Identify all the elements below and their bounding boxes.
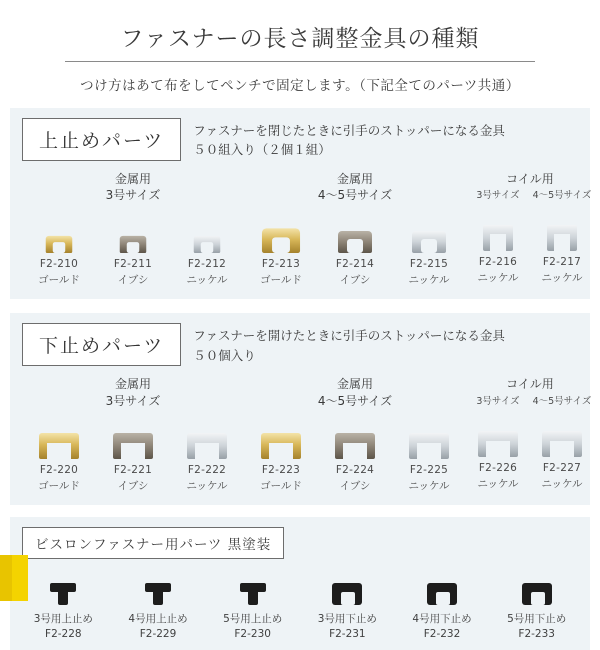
section-bottom-stopper (10, 313, 590, 504)
coil-bracket-icon (547, 225, 577, 251)
part-code: F2-221 (113, 463, 153, 476)
group-title (22, 376, 244, 408)
group-title-line1: 金属用 (336, 172, 373, 186)
clip-icon (412, 231, 446, 253)
vislon-item-list (10, 559, 590, 650)
part-image (530, 411, 594, 457)
part-code: F2-213 (261, 258, 301, 271)
vislon-item-label: 5号用下止め (507, 612, 567, 625)
group-subsizes (466, 187, 594, 201)
group-title (244, 376, 466, 408)
item-list (22, 413, 244, 493)
clip-icon (194, 236, 221, 253)
part-image (205, 565, 300, 605)
group-title-line2: 3号サイズ (105, 393, 161, 408)
part-code: F2-220 (39, 463, 79, 476)
part-item (392, 413, 466, 493)
u-stopper-icon (542, 431, 582, 457)
u-stopper-icon (39, 433, 79, 459)
part-item (530, 205, 594, 285)
part-image (489, 565, 584, 605)
part-image (466, 205, 530, 251)
part-item (466, 411, 530, 491)
part-code: F2-223 (261, 463, 301, 476)
vislon-item (16, 565, 111, 640)
part-image (318, 207, 392, 253)
section-header (22, 323, 578, 366)
group-subsize: 4～5号サイズ (532, 395, 592, 407)
vislon-item-code: F2-233 (518, 627, 555, 640)
part-image (22, 207, 96, 253)
section-description (193, 118, 505, 160)
group-subsize: 3号サイズ (476, 395, 520, 407)
group-subsizes (466, 393, 594, 407)
vislon-item (205, 565, 300, 640)
vislon-item-label: 3号用下止め (317, 612, 377, 625)
part-image (170, 207, 244, 253)
group-title-line2: 4～5号サイズ (317, 188, 393, 203)
section-description-line1: ファスナーを開けたときに引手のストッパーになる金具 (193, 328, 505, 344)
vislon-item-code: F2-232 (423, 627, 461, 640)
vislon-item-code: F2-229 (139, 627, 177, 640)
group-subsize: 3号サイズ (476, 190, 520, 202)
part-color: ゴールド (38, 479, 80, 492)
part-image (244, 413, 318, 459)
group-metal-45 (244, 171, 466, 287)
vislon-item (111, 565, 206, 640)
part-image (300, 565, 395, 605)
part-color: イブシ (339, 274, 371, 287)
part-code: F2-217 (542, 256, 582, 269)
vislon-item (300, 565, 395, 640)
part-image (244, 207, 318, 253)
item-list (244, 207, 466, 287)
u-stopper-icon (409, 433, 449, 459)
u-stopper-icon (261, 433, 301, 459)
part-code: F2-212 (187, 258, 227, 271)
black-bottom-stopper-icon (427, 583, 457, 605)
vislon-item-code: F2-230 (234, 627, 271, 640)
clip-icon (46, 236, 73, 253)
page-title: ファスナーの長さ調整金具の種類 (120, 26, 480, 52)
part-code: F2-222 (187, 463, 227, 476)
section-description-line2: ５０個入り (193, 347, 256, 363)
part-code: F2-224 (335, 463, 375, 476)
part-color: ニッケル (186, 479, 228, 492)
vislon-item (395, 565, 490, 640)
group-title (244, 171, 466, 203)
part-item (244, 207, 318, 287)
part-item (318, 207, 392, 287)
u-stopper-icon (113, 433, 153, 459)
part-item (530, 411, 594, 491)
part-item (96, 413, 170, 493)
part-color: イブシ (339, 479, 371, 492)
section-header (22, 118, 578, 161)
vislon-item-label: 5号用上止め (223, 612, 283, 625)
group-title (22, 171, 244, 203)
item-list (466, 411, 594, 491)
section-description-line1: ファスナーを閉じたときに引手のストッパーになる金具 (193, 123, 505, 138)
black-bottom-stopper-icon (332, 583, 362, 605)
section-description (193, 323, 505, 365)
part-image (530, 205, 594, 251)
vislon-item-code: F2-228 (45, 627, 82, 640)
group-coil (466, 171, 594, 287)
vislon-item-label: 3号用上止め (33, 612, 93, 625)
group-metal-3 (22, 376, 244, 492)
part-color: ニッケル (408, 274, 450, 287)
part-color: ゴールド (260, 479, 302, 492)
part-item (22, 413, 96, 493)
page-subtitle: つけ方はあて布をしてペンチで固定します。（下記全てのパーツ共通） (80, 78, 520, 94)
title-divider (65, 61, 535, 62)
part-code: F2-226 (478, 461, 518, 474)
clip-icon (262, 229, 300, 254)
section-top-stopper (10, 108, 590, 299)
vislon-item-code: F2-231 (329, 627, 366, 640)
vislon-title: ビスロンファスナー用パーツ 黒塗装 (22, 527, 284, 559)
part-image (318, 413, 392, 459)
part-color: ゴールド (38, 274, 80, 287)
part-color: ニッケル (541, 272, 583, 285)
item-list (22, 207, 244, 287)
group-metal-45 (244, 376, 466, 492)
part-image (22, 413, 96, 459)
group-coil (466, 376, 594, 492)
part-code: F2-214 (335, 258, 375, 271)
group-title-line1: コイル用 (506, 172, 554, 186)
section-badge: 下止めパーツ (22, 323, 181, 366)
part-image (16, 565, 111, 605)
section-badge: 上止めパーツ (22, 118, 181, 161)
u-stopper-icon (335, 433, 375, 459)
part-code: F2-210 (39, 258, 79, 271)
part-image (111, 565, 206, 605)
part-code: F2-215 (409, 258, 449, 271)
part-item (392, 207, 466, 287)
group-title (466, 171, 594, 187)
clip-icon (120, 236, 147, 253)
part-image (466, 411, 530, 457)
group-title-line1: 金属用 (114, 377, 151, 392)
corner-ribbon-edge (0, 555, 12, 601)
group-title-line2: 3号サイズ (105, 188, 161, 203)
group-title-line1: 金属用 (114, 172, 151, 186)
part-code: F2-211 (113, 258, 153, 271)
u-stopper-icon (187, 433, 227, 459)
part-color: ニッケル (408, 479, 450, 492)
part-code: F2-225 (409, 463, 449, 476)
group-list (22, 376, 592, 492)
part-image (96, 207, 170, 253)
item-list (466, 205, 594, 285)
black-top-stopper-icon (145, 583, 171, 605)
black-top-stopper-icon (240, 583, 266, 605)
part-item (170, 413, 244, 493)
item-list (244, 413, 466, 493)
part-image (96, 413, 170, 459)
vislon-item-label: 4号用上止め (128, 612, 188, 625)
part-color: ニッケル (186, 274, 228, 287)
black-bottom-stopper-icon (522, 583, 552, 605)
coil-bracket-icon (483, 225, 513, 251)
section-vislon (10, 517, 590, 650)
section-description-line2: ５０組入り（２個１組） (193, 142, 331, 158)
clip-icon (338, 231, 372, 253)
part-color: ニッケル (477, 272, 519, 285)
part-code: F2-227 (542, 461, 582, 474)
group-title-line1: 金属用 (336, 377, 373, 392)
part-image (395, 565, 490, 605)
vislon-item (489, 565, 584, 640)
group-title-line2: 4～5号サイズ (317, 393, 393, 408)
group-title (466, 376, 594, 392)
part-color: ニッケル (541, 477, 583, 490)
part-item (96, 207, 170, 287)
group-metal-3 (22, 171, 244, 287)
part-color: イブシ (117, 274, 149, 287)
part-item (170, 207, 244, 287)
part-color: ゴールド (260, 274, 302, 287)
part-code: F2-216 (478, 256, 518, 269)
part-item (244, 413, 318, 493)
vislon-item-label: 4号用下止め (412, 612, 472, 625)
u-stopper-icon (478, 431, 518, 457)
part-item (22, 207, 96, 287)
part-item (466, 205, 530, 285)
part-image (170, 413, 244, 459)
black-top-stopper-icon (50, 583, 76, 605)
part-image (392, 207, 466, 253)
group-title-line1: コイル用 (506, 377, 554, 392)
part-color: イブシ (117, 479, 149, 492)
part-image (392, 413, 466, 459)
group-list (22, 171, 592, 287)
group-subsize: 4～5号サイズ (532, 190, 592, 202)
part-item (318, 413, 392, 493)
part-color: ニッケル (477, 477, 519, 490)
